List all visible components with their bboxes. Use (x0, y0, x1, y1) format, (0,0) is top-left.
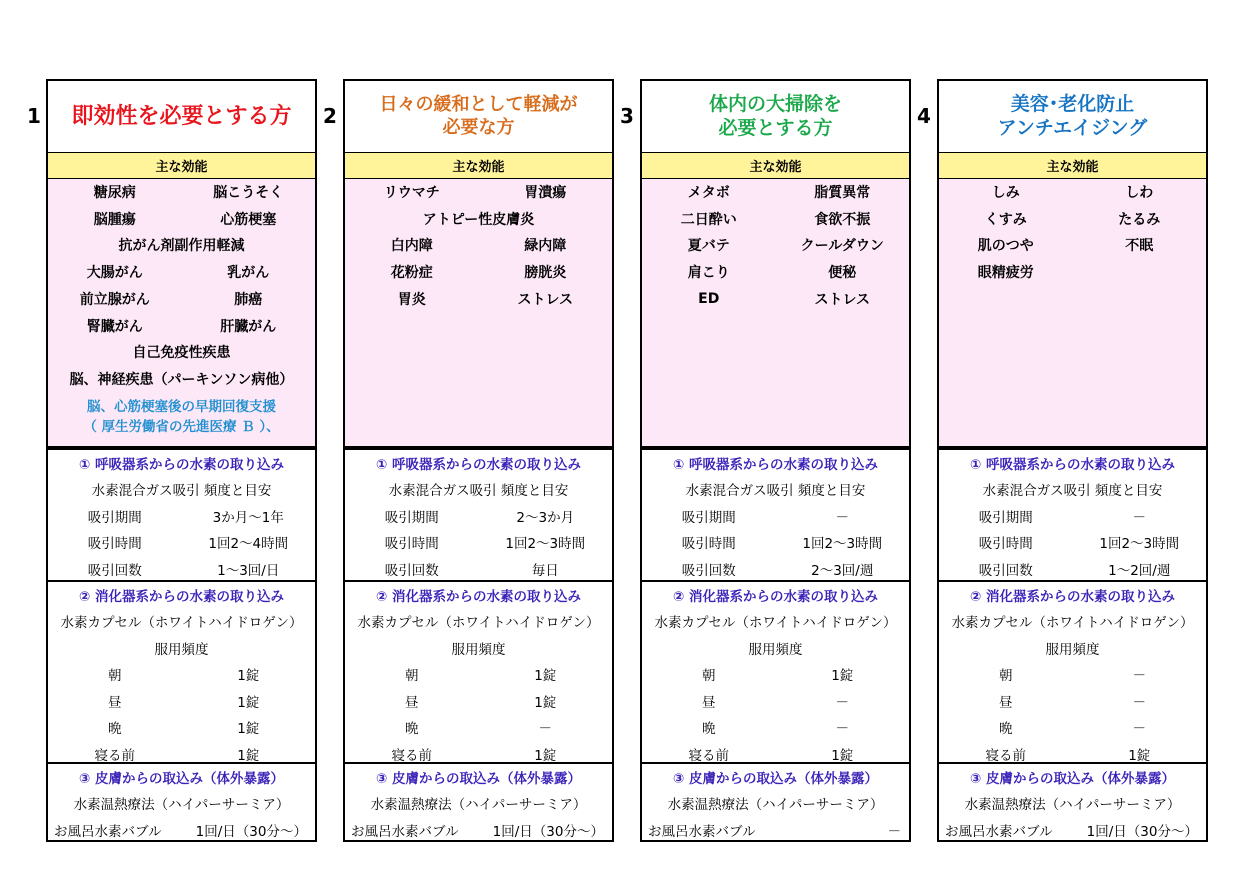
row-value: 1錠 (534, 747, 557, 764)
effect-item: 脳腫瘍 (93, 211, 136, 228)
row-label: 吸引期間 (681, 509, 736, 526)
effects-row (939, 232, 1206, 258)
effects-row (345, 259, 612, 285)
effect-item: しみ (991, 185, 1020, 201)
respiratory-section (345, 448, 612, 582)
respiratory-subtitle (642, 476, 909, 503)
row-value: 1～2回/週 (1108, 562, 1171, 579)
respiratory-row (939, 529, 1206, 556)
effect-item: たるみ (1118, 211, 1161, 228)
row-label: 吸引期間 (384, 509, 439, 526)
digestive-row (642, 688, 909, 715)
effects-row (48, 206, 315, 232)
row-value: 1回/日（30分～） (492, 823, 604, 840)
row-label: 吸引時間 (681, 536, 736, 553)
respiratory-subtitle-text: 水素混合ガス吸引 頻度と目安 (982, 483, 1163, 500)
row-value: 1錠 (831, 747, 854, 764)
effects-note (48, 397, 315, 437)
column-card (46, 79, 317, 842)
skin-header: ③ 皮膚からの取込み（体外暴露） (375, 771, 582, 787)
row-label: 吸引回数 (87, 562, 142, 579)
digestive-subtitle-text: 水素カプセル（ホワイトハイドロゲン） (951, 615, 1194, 632)
skin-subtitle (345, 790, 612, 817)
effect-item: 胃炎 (397, 291, 426, 308)
row-value: － (1132, 509, 1146, 526)
row-value: － (538, 721, 552, 738)
respiratory-row (48, 529, 315, 556)
effect-item: 便秘 (828, 265, 857, 282)
digestive-row (345, 714, 612, 741)
respiratory-row (345, 529, 612, 556)
effects-row (345, 206, 612, 232)
digestive-frequency-label (939, 635, 1206, 662)
effect-item: 花粉症 (390, 265, 433, 282)
row-label: 朝 (702, 668, 716, 685)
respiratory-row (939, 503, 1206, 530)
row-label: 寝る前 (94, 747, 135, 764)
digestive-subtitle-text: 水素カプセル（ホワイトハイドロゲン） (60, 615, 303, 632)
effect-item: 眼精疲労 (977, 265, 1034, 282)
effects-row (345, 232, 612, 258)
row-label: 吸引期間 (978, 509, 1033, 526)
skin-subtitle-text: 水素温熱療法（ハイパーサーミア） (667, 797, 884, 814)
column-number: 4 (917, 104, 931, 128)
digestive-frequency-text: 服用頻度 (154, 641, 209, 658)
effects-header: 主な効能 (642, 152, 909, 179)
skin-subtitle-text: 水素温熱療法（ハイパーサーミア） (964, 797, 1181, 814)
skin-header: ③ 皮膚からの取込み（体外暴露） (969, 771, 1176, 787)
respiratory-subtitle-text: 水素混合ガス吸引 頻度と目安 (388, 483, 569, 500)
effect-item: 二日酔い (680, 211, 737, 228)
row-value: 1錠 (237, 694, 260, 711)
effects-row (345, 286, 612, 312)
column-title: 美容･老化防止 アンチエイジング (997, 92, 1148, 139)
effect-item: 肺癌 (234, 291, 263, 308)
digestive-row (939, 688, 1206, 715)
respiratory-row (642, 556, 909, 583)
digestive-frequency-text: 服用頻度 (1045, 641, 1100, 658)
digestive-header: ② 消化器系からの水素の取り込み (78, 589, 285, 605)
effect-item: 脳こうそく (213, 185, 284, 201)
digestive-subtitle (939, 608, 1206, 635)
digestive-section (642, 580, 909, 767)
effect-item: アトピー性皮膚炎 (422, 211, 535, 228)
row-label: 朝 (405, 668, 419, 685)
effect-item: 白内障 (390, 238, 433, 255)
respiratory-row (939, 556, 1206, 583)
column-card (937, 79, 1208, 842)
effect-item: メタボ (687, 185, 730, 201)
respiratory-section (939, 448, 1206, 582)
effects-header: 主な効能 (939, 152, 1206, 179)
row-label: お風呂水素バブル (648, 823, 756, 840)
bath-row (642, 817, 909, 844)
row-label: 吸引回数 (384, 562, 439, 579)
respiratory-header: ① 呼吸器系からの水素の取り込み (78, 457, 285, 473)
respiratory-section (48, 448, 315, 582)
skin-subtitle (48, 790, 315, 817)
row-label: 晩 (405, 721, 419, 738)
effects-note-line: （ 厚生労働省の先進医療 Ｂ ）、 (83, 419, 280, 435)
effect-item: 肝臓がん (220, 318, 277, 335)
digestive-row (642, 714, 909, 741)
respiratory-row (642, 529, 909, 556)
effects-row (48, 179, 315, 205)
skin-section (48, 762, 315, 843)
digestive-frequency-text: 服用頻度 (748, 641, 803, 658)
digestive-row (345, 688, 612, 715)
effects-row (48, 259, 315, 285)
skin-subtitle (642, 790, 909, 817)
digestive-subtitle (48, 608, 315, 635)
effect-item: 夏バテ (687, 238, 730, 255)
digestive-subtitle-text: 水素カプセル（ホワイトハイドロゲン） (357, 615, 600, 632)
row-label: 晩 (108, 721, 122, 738)
row-value: － (835, 694, 849, 711)
effects-row (939, 206, 1206, 232)
effect-item: 乳がん (227, 265, 270, 282)
row-value: 1回2～3時間 (802, 536, 883, 553)
effect-item: 抗がん剤副作用軽減 (118, 238, 245, 255)
respiratory-header: ① 呼吸器系からの水素の取り込み (672, 457, 879, 473)
effects-panel (345, 179, 612, 448)
row-label: 昼 (405, 694, 419, 711)
digestive-row (939, 714, 1206, 741)
row-label: 晩 (999, 721, 1013, 738)
row-value: 1回2～3時間 (505, 536, 586, 553)
effect-item: 肩こり (687, 265, 730, 282)
row-value: － (835, 721, 849, 738)
respiratory-row (48, 556, 315, 583)
column-card (640, 79, 911, 842)
effect-item: ED (698, 290, 720, 307)
column-title: 即効性を必要とする方 (71, 103, 292, 129)
digestive-frequency-label (345, 635, 612, 662)
effects-row (642, 232, 909, 258)
row-label: 晩 (702, 721, 716, 738)
effect-item: 脂質異常 (814, 185, 871, 201)
effects-row (939, 259, 1206, 285)
respiratory-header: ① 呼吸器系からの水素の取り込み (969, 457, 1176, 473)
effects-header: 主な効能 (48, 152, 315, 179)
row-value: 1錠 (237, 668, 260, 685)
skin-section (939, 762, 1206, 843)
effect-item: クールダウン (800, 238, 884, 255)
skin-subtitle-text: 水素温熱療法（ハイパーサーミア） (370, 797, 587, 814)
effects-row (48, 339, 315, 365)
row-value: 1～3回/日 (217, 562, 280, 579)
row-label: 寝る前 (688, 747, 729, 764)
effect-item: 胃潰瘍 (524, 185, 567, 201)
effect-item: 脳、神経疾患（パーキンソン病他） (69, 371, 294, 388)
skin-subtitle (939, 790, 1206, 817)
row-value: 1回2～3時間 (1099, 536, 1180, 553)
column-card (343, 79, 614, 842)
row-label: 寝る前 (985, 747, 1026, 764)
column-title: 体内の大掃除を 必要とする方 (708, 92, 842, 139)
effect-item: しわ (1125, 185, 1154, 201)
row-value: － (1132, 721, 1146, 738)
row-label: 吸引回数 (978, 562, 1033, 579)
effect-item: 自己免疫性疾患 (132, 345, 231, 362)
effects-row (642, 286, 909, 312)
row-label: 昼 (999, 694, 1013, 711)
effects-panel (939, 179, 1206, 448)
effect-item: 大腸がん (86, 265, 143, 282)
digestive-subtitle (642, 608, 909, 635)
row-label: 吸引時間 (978, 536, 1033, 553)
effects-row (48, 366, 315, 392)
skin-section (345, 762, 612, 843)
effect-item: 心筋梗塞 (220, 211, 277, 228)
row-label: 朝 (108, 668, 122, 685)
row-value: － (1132, 694, 1146, 711)
skin-header: ③ 皮膚からの取込み（体外暴露） (672, 771, 879, 787)
respiratory-subtitle (939, 476, 1206, 503)
effect-item: ストレス (814, 291, 871, 308)
effects-row (48, 232, 315, 258)
digestive-section (48, 580, 315, 767)
row-value: － (835, 509, 849, 526)
row-value: 1錠 (534, 694, 557, 711)
row-value: 1錠 (237, 721, 260, 738)
effects-row (642, 179, 909, 205)
row-value: 1回/日（30分～） (1086, 823, 1198, 840)
effects-row (642, 259, 909, 285)
digestive-frequency-label (48, 635, 315, 662)
row-label: 吸引時間 (87, 536, 142, 553)
digestive-section (939, 580, 1206, 767)
digestive-section (345, 580, 612, 767)
column-number: 1 (27, 104, 41, 128)
effect-item: 前立腺がん (79, 291, 150, 308)
digestive-header: ② 消化器系からの水素の取り込み (375, 589, 582, 605)
row-value: 2～3回/週 (811, 562, 874, 579)
skin-subtitle-text: 水素温熱療法（ハイパーサーミア） (73, 797, 290, 814)
digestive-frequency-label (642, 635, 909, 662)
row-value: 1回/日（30分～） (195, 823, 307, 840)
row-value: 1錠 (237, 747, 260, 764)
digestive-row (48, 688, 315, 715)
respiratory-row (345, 556, 612, 583)
row-value: 毎日 (531, 562, 559, 579)
row-label: お風呂水素バブル (945, 823, 1053, 840)
column-title: 日々の緩和として軽減が 必要な方 (379, 94, 578, 138)
respiratory-row (642, 503, 909, 530)
skin-header: ③ 皮膚からの取込み（体外暴露） (78, 771, 285, 787)
digestive-header: ② 消化器系からの水素の取り込み (672, 589, 879, 605)
effect-item: ストレス (517, 291, 574, 308)
row-value: 1錠 (1128, 747, 1151, 764)
row-value: 2～3か月 (516, 509, 575, 526)
respiratory-subtitle-text: 水素混合ガス吸引 頻度と目安 (91, 483, 272, 500)
respiratory-subtitle-text: 水素混合ガス吸引 頻度と目安 (685, 483, 866, 500)
effects-row (345, 179, 612, 205)
digestive-frequency-text: 服用頻度 (451, 641, 506, 658)
row-label: 昼 (702, 694, 716, 711)
effect-item: 肌のつや (977, 238, 1034, 255)
digestive-row (48, 661, 315, 688)
effects-row (939, 179, 1206, 205)
effect-item: リウマチ (383, 185, 440, 201)
digestive-row (642, 661, 909, 688)
effect-item: 食欲不振 (814, 211, 871, 228)
digestive-row (48, 714, 315, 741)
effect-item: 膀胱炎 (524, 265, 567, 282)
respiratory-subtitle (48, 476, 315, 503)
row-label: 吸引回数 (681, 562, 736, 579)
effects-row (48, 313, 315, 339)
row-label: 朝 (999, 668, 1013, 685)
digestive-subtitle-text: 水素カプセル（ホワイトハイドロゲン） (654, 615, 897, 632)
row-value: 1錠 (534, 668, 557, 685)
row-label: 吸引時間 (384, 536, 439, 553)
effects-panel (642, 179, 909, 448)
digestive-row (939, 661, 1206, 688)
digestive-header: ② 消化器系からの水素の取り込み (969, 589, 1176, 605)
row-label: お風呂水素バブル (351, 823, 459, 840)
bath-row (345, 817, 612, 844)
row-value: 3か月～1年 (212, 509, 284, 526)
column-number: 3 (620, 104, 634, 128)
row-label: お風呂水素バブル (54, 823, 162, 840)
row-label: 寝る前 (391, 747, 432, 764)
effect-item: 緑内障 (524, 238, 567, 255)
row-value: － (887, 823, 901, 840)
effect-item: 腎臓がん (86, 318, 143, 335)
respiratory-subtitle (345, 476, 612, 503)
row-value: 1錠 (831, 668, 854, 685)
row-label: 昼 (108, 694, 122, 711)
effects-panel (48, 179, 315, 448)
respiratory-header: ① 呼吸器系からの水素の取り込み (375, 457, 582, 473)
digestive-subtitle (345, 608, 612, 635)
effects-row (48, 286, 315, 312)
respiratory-row (48, 503, 315, 530)
bath-row (939, 817, 1206, 844)
respiratory-section (642, 448, 909, 582)
row-value: 1回2～4時間 (208, 536, 289, 553)
effect-item: 糖尿病 (93, 185, 136, 201)
effects-note-line: 脳、心筋梗塞後の早期回復支援 (87, 399, 276, 415)
effects-row (642, 206, 909, 232)
digestive-row (345, 661, 612, 688)
respiratory-row (345, 503, 612, 530)
row-value: － (1132, 668, 1146, 685)
row-label: 吸引期間 (87, 509, 142, 526)
effect-item: くすみ (984, 211, 1027, 228)
bath-row (48, 817, 315, 844)
skin-section (642, 762, 909, 843)
column-number: 2 (323, 104, 337, 128)
effect-item: 不眠 (1125, 238, 1154, 255)
effects-header: 主な効能 (345, 152, 612, 179)
